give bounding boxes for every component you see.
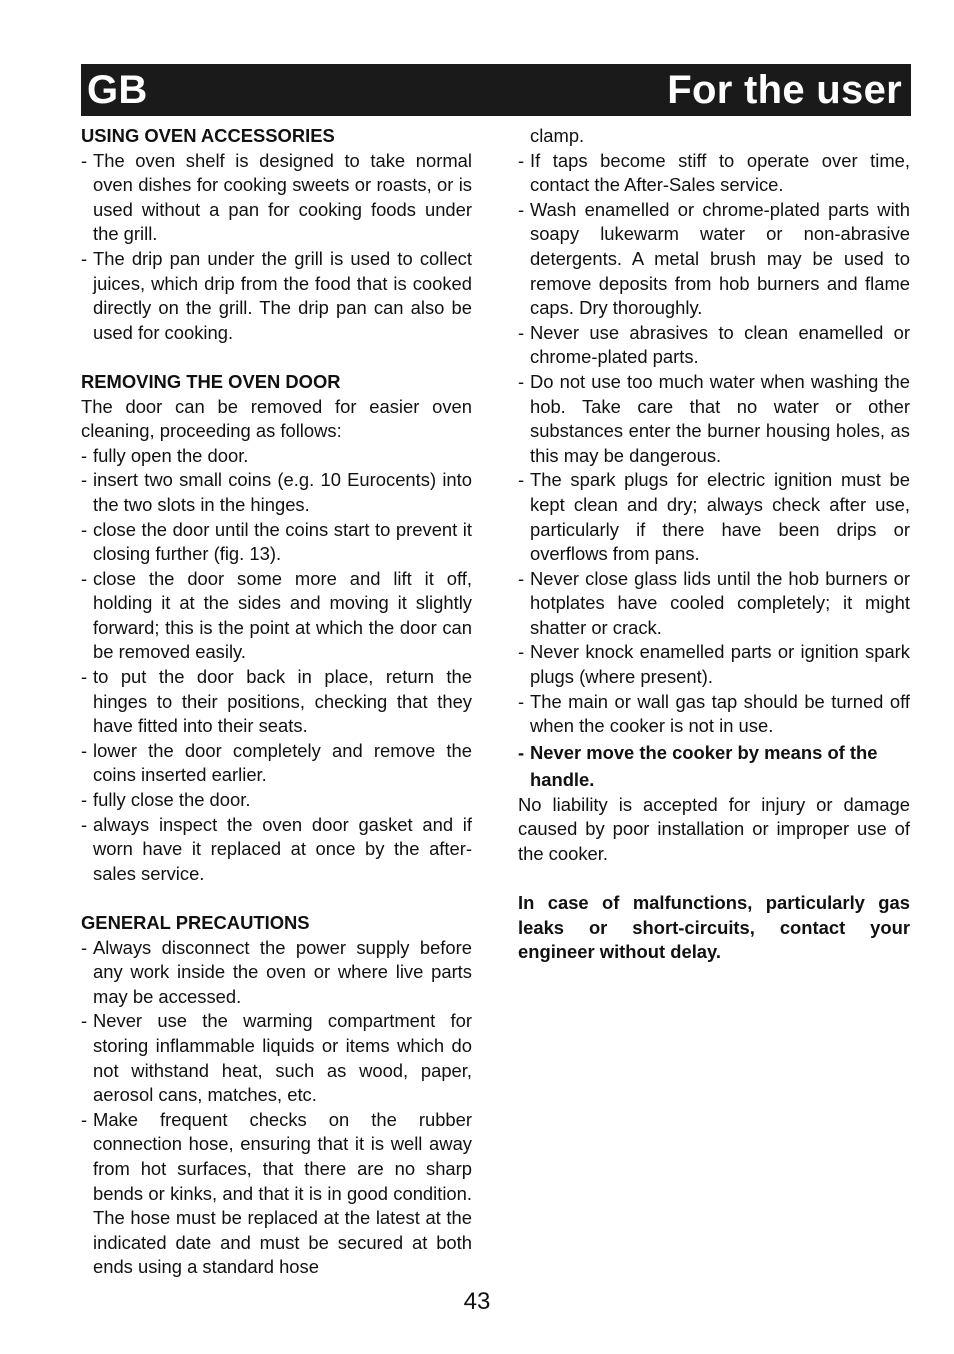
list-item: - Never knock enamelled parts or ignition spark plugs (where present).	[518, 641, 910, 688]
continued-text: clamp.	[530, 125, 585, 146]
list-item: - If taps become stiff to operate over time, contact the After-Sales service.	[518, 149, 910, 196]
list-item: - Never use the warming compartment for storing inflammable liquids or items which do not withstand heat, such as wood, paper, aerosol cans, matches, etc.	[81, 1010, 472, 1106]
list-item: - Do not use too much water when washing the hob. Take care that no water or other substances enter the burner housing holes, as this may be dangerous.	[518, 370, 910, 466]
page-number: 43	[463, 1288, 491, 1315]
list-item: - The oven shelf is designed to take normal oven dishes for cooking sweets or roasts, or is used without a pan for cooking foods under the grill.	[81, 149, 472, 245]
list-item: - Never use abrasives to clean enamelled or chrome-plated parts.	[518, 321, 910, 368]
malfunction-notice: In case of malfunctions, particularly gas leaks or short-circuits, contact your engineer without delay.	[518, 892, 910, 963]
liability-statement: No liability is accepted for injury or damage caused by poor installation or improper use of the cooker.	[518, 793, 910, 865]
list-item: - to put the door back in place, return the hinges to their positions, checking that they have fitted into their seats.	[81, 666, 472, 737]
list-item: - Never close glass lids until the hob burners or hotplates have cooled completely; it might shatter or crack.	[518, 567, 910, 638]
section-heading: REMOVING THE OVEN DOOR	[81, 370, 341, 392]
list-item: - Always disconnect the power supply before any work inside the oven or where live parts may be accessed.	[81, 936, 472, 1007]
list-item: - insert two small coins (e.g. 10 Eurocents) into the two slots in the hinges.	[81, 469, 472, 515]
list-item: - Wash enamelled or chrome-plated parts with soapy lukewarm water or non-abrasive detergents. A metal brush may be used to remove deposits from hob burners and flame caps. Dry thoroughly.	[518, 198, 910, 319]
general-precautions-section	[81, 911, 472, 1280]
page-title: For the user	[667, 68, 902, 112]
list-item: - The drip pan under the grill is used to collect juices, which drip from the food that is cooked directly on the grill. The drip pan can also be used for cooking.	[81, 247, 472, 343]
list-item: - fully close the door.	[81, 789, 251, 811]
page-header	[81, 64, 911, 116]
list-item: - close the door some more and lift it off, holding it at the sides and moving it slightly forward; this is the point at which the door can be removed easily.	[81, 567, 472, 663]
left-column	[81, 124, 472, 1280]
list-item: - always inspect the oven door gasket and if worn have it replaced at once by the after-sales service.	[81, 813, 472, 884]
oven-accessories-section	[81, 124, 472, 345]
language-code: GB	[87, 68, 148, 112]
list-item: - The main or wall gas tap should be turned off when the cooker is not in use.	[518, 690, 910, 737]
section-heading: USING OVEN ACCESSORIES	[81, 125, 335, 146]
list-item: - The spark plugs for electric ignition must be kept clean and dry; always check after use, particularly if there have been drips or overflows from pans.	[518, 469, 910, 565]
section-heading: GENERAL PRECAUTIONS	[81, 912, 310, 933]
section-intro: The door can be removed for easier oven cleaning, proceeding as follows:	[81, 395, 472, 442]
list-item: - close the door until the coins start to prevent it closing further (fig. 13).	[81, 518, 472, 565]
removing-door-section	[81, 370, 472, 886]
list-item: - fully open the door.	[81, 444, 249, 466]
warning-item: - Never move the cooker by means of the handle.	[518, 741, 878, 790]
right-column	[518, 124, 910, 965]
list-item: - lower the door completely and remove the coins inserted earlier.	[81, 739, 472, 786]
list-item: - Make frequent checks on the rubber connection hose, ensuring that it is well away from hot surfaces, that there are no sharp bends or kinks, and that it is in good condition. The hose must be replaced at the latest at the indicated date and must be secured at both ends using a standard hose	[81, 1108, 472, 1278]
